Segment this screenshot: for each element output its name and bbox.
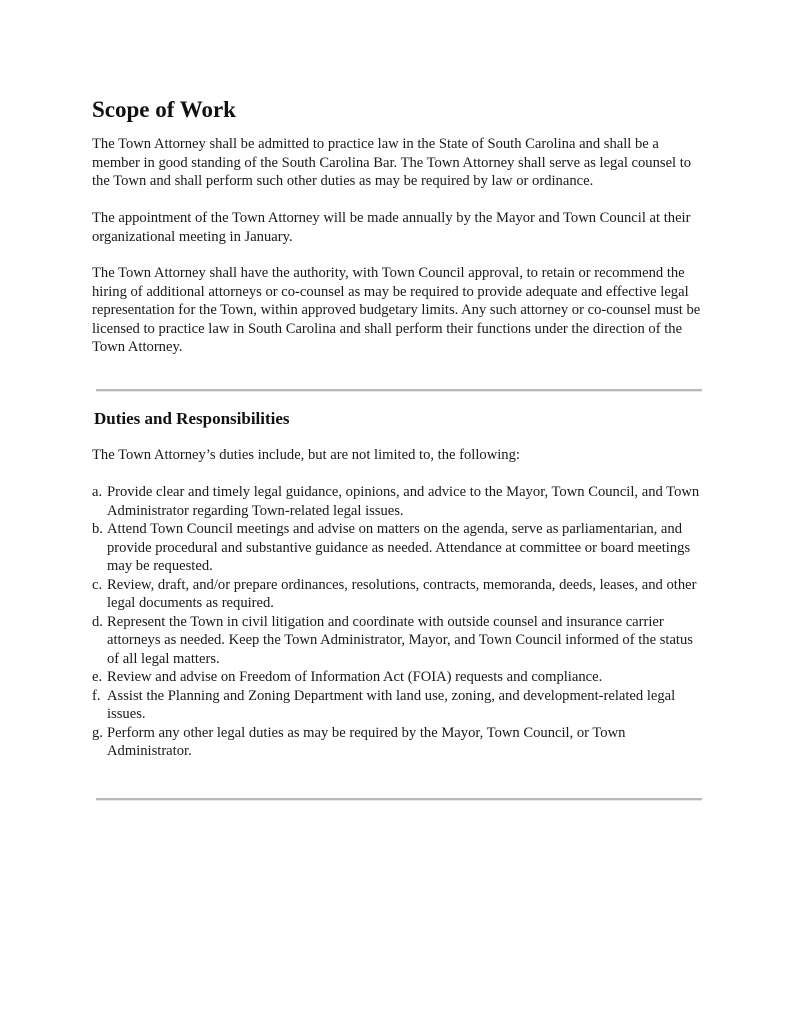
scope-paragraph-appointment: The appointment of the Town Attorney will be made annually by the Mayor and Town Council at their organizational meeting in January. xyxy=(92,210,691,245)
duty-item-g xyxy=(92,724,708,761)
duty-letter: d. xyxy=(92,613,103,630)
duty-item-c xyxy=(92,576,708,613)
duty-letter: a. xyxy=(92,484,103,500)
duty-letter: b. xyxy=(92,521,103,537)
duty-item-e xyxy=(92,668,708,687)
duty-letter: g. xyxy=(92,724,103,741)
duties-heading: Duties and Responsibilities xyxy=(94,409,290,428)
duty-item-f xyxy=(92,687,708,724)
scope-paragraph-authority: The Town Attorney shall have the authority, with Town Council approval, to retain or recommend the hiring of additional attorneys or co-counsel as may be required to provide adequate and effective legal representation for the Town, within approved budgetary limits. Any such attorney or co-counsel must be licensed to practice law in South Carolina and shall perform their functions under the direction of the Town Attorney. xyxy=(92,265,701,355)
duties-list xyxy=(92,483,708,761)
section-divider xyxy=(96,798,702,800)
duty-text: Review and advise on Freedom of Information Act (FOIA) requests and compliance. xyxy=(107,669,603,685)
duty-text: Review, draft, and/or prepare ordinances, resolutions, contracts, memoranda, deeds, leases, and other legal documents as required. xyxy=(107,576,697,611)
section-divider xyxy=(96,389,702,391)
duty-item-b xyxy=(92,520,708,576)
duty-item-d xyxy=(92,613,708,669)
duty-text: Attend Town Council meetings and advise on matters on the agenda, serve as parliamentarian, and provide procedural and substantive guidance as needed. Attendance at committee or board meetings may be requested. xyxy=(107,521,691,574)
duty-item-a xyxy=(92,483,708,520)
duty-text: Provide clear and timely legal guidance, opinions, and advice to the Mayor, Town Council, and Town Administrator regarding Town-related legal issues. xyxy=(107,484,700,519)
duty-letter: c. xyxy=(92,576,103,593)
duties-intro: The Town Attorney’s duties include, but are not limited to, the following: xyxy=(92,447,520,463)
duty-letter: e. xyxy=(92,669,103,685)
duty-text: Perform any other legal duties as may be required by the Mayor, Town Council, or Town Administrator. xyxy=(107,724,626,759)
duty-text: Represent the Town in civil litigation and coordinate with outside counsel and insurance carrier attorneys as needed. Keep the Town Administrator, Mayor, and Town Council informed of the status of all legal matters. xyxy=(107,613,693,667)
scope-paragraph-admission: The Town Attorney shall be admitted to practice law in the State of South Carolina and shall be a member in good standing of the South Carolina Bar. The Town Attorney shall serve as legal counsel to the Town and shall perform such other duties as may be required by law or ordinance. xyxy=(92,136,692,189)
duty-letter: f. xyxy=(92,687,101,704)
duty-text: Assist the Planning and Zoning Department with land use, zoning, and development-related legal issues. xyxy=(107,687,676,722)
scope-of-work-heading: Scope of Work xyxy=(92,97,236,122)
